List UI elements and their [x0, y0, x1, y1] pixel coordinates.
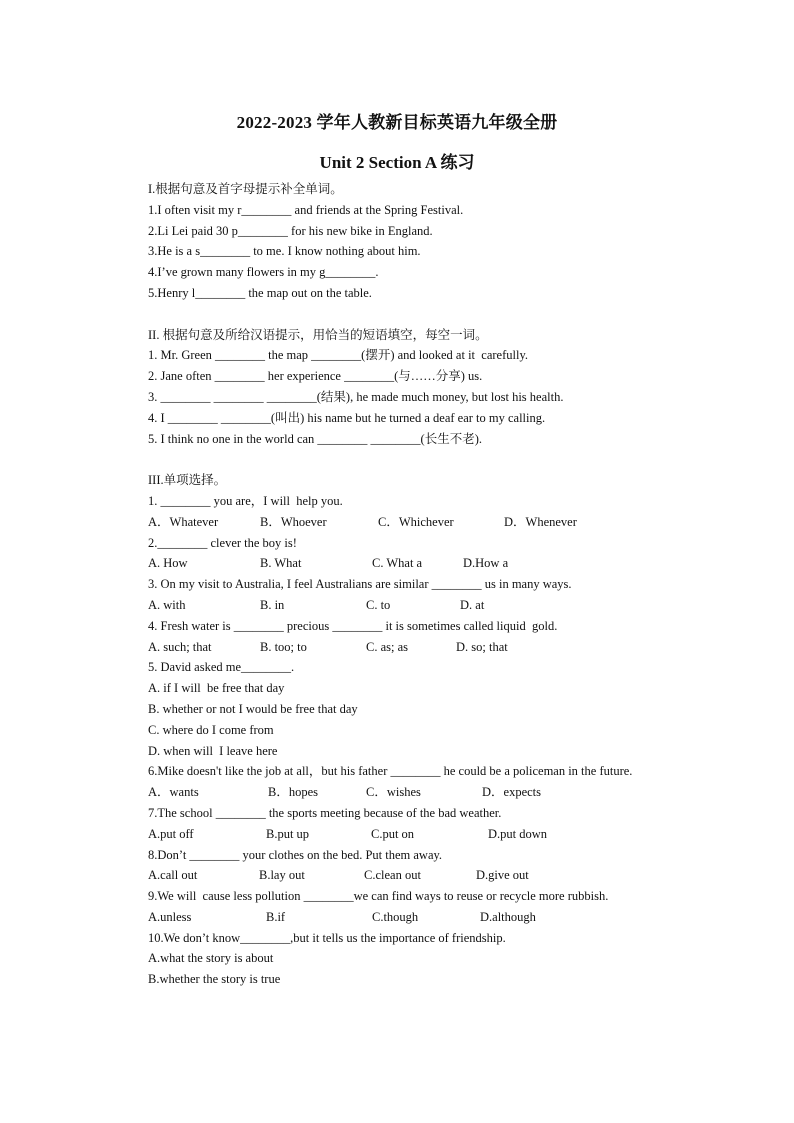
option: C. to	[366, 597, 391, 612]
exercise-item: 2. Jane often ________ her experience ________(与……分享) us.	[148, 369, 483, 384]
option: B.if	[266, 909, 286, 924]
option: D．expects	[482, 785, 542, 800]
spacer	[148, 304, 678, 325]
option-row	[148, 512, 678, 533]
option: A. if I will be free that day	[148, 681, 285, 696]
section-heading: III.单项选择。	[148, 473, 227, 488]
exercise-item: 4.I’ve grown many flowers in my g________.	[148, 265, 379, 280]
option: A.what the story is about	[148, 951, 274, 966]
option: D.although	[480, 909, 536, 924]
question-stem: 3. On my visit to Australia, I feel Australians are similar ________ us in many ways.	[148, 577, 572, 592]
exercise-item: 3.He is a s________ to me. I know nothing about him.	[148, 244, 421, 259]
option: B. too; to	[260, 639, 307, 654]
option: C. where do I come from	[148, 722, 274, 737]
document-subtitle: Unit 2 Section A 练习	[319, 153, 475, 172]
option: D.put down	[488, 826, 548, 841]
option: A. such; that	[148, 639, 212, 654]
option: B. in	[260, 597, 285, 612]
question-stem: 6.Mike doesn't like the job at all，but his father ________ he could be a policeman in the future.	[148, 764, 633, 779]
exercise-item: 5.Henry l________ the map out on the table.	[148, 285, 372, 300]
question-stem: 8.Don’t ________ your clothes on the bed. Put them away.	[148, 847, 443, 862]
option: B．Whoever	[260, 514, 327, 529]
option: B.lay out	[259, 868, 305, 883]
exercise-item: 1. Mr. Green ________ the map ________(摆开) and looked at it carefully.	[148, 348, 529, 363]
option: A.unless	[148, 909, 192, 924]
option: C．wishes	[366, 785, 421, 800]
option: A. How	[148, 556, 188, 571]
exercise-item: 2.Li Lei paid 30 p________ for his new bike in England.	[148, 223, 433, 238]
option-row	[148, 637, 678, 658]
option: A.call out	[148, 868, 198, 883]
option: C.though	[372, 909, 419, 924]
option: C. as; as	[366, 639, 409, 654]
option: A. with	[148, 597, 186, 612]
option: D. so; that	[456, 639, 508, 654]
question-stem: 10.We don’t know________,but it tells us the importance of friendship.	[148, 930, 506, 945]
exercise-item: 5. I think no one in the world can ________ ________(长生不老).	[148, 431, 482, 446]
option: C. What a	[372, 556, 423, 571]
option: B. What	[260, 556, 302, 571]
option-row	[148, 907, 678, 928]
option: D. at	[460, 597, 485, 612]
option: B．hopes	[268, 785, 319, 800]
option: B.put up	[266, 826, 310, 841]
option-row	[148, 824, 678, 845]
option: B.whether the story is true	[148, 972, 281, 987]
option: C．Whichever	[378, 514, 454, 529]
spacer	[148, 449, 678, 470]
option: A．Whatever	[148, 514, 219, 529]
question-stem: 9.We will cause less pollution ________we can find ways to reuse or recycle more rubbish.	[148, 889, 609, 904]
option-row	[148, 782, 678, 803]
question-stem: 7.The school ________ the sports meeting because of the bad weather.	[148, 805, 502, 820]
option: A．wants	[148, 785, 199, 800]
section-heading: II. 根据句意及所给汉语提示，用恰当的短语填空，每空一词。	[148, 327, 488, 342]
option: C.put on	[371, 826, 415, 841]
option: D.give out	[476, 868, 529, 883]
option: D. when will I leave here	[148, 743, 278, 758]
question-stem: 4. Fresh water is ________ precious ________ it is sometimes called liquid gold.	[148, 618, 558, 633]
option: D.How a	[463, 556, 509, 571]
option: D．Whenever	[504, 514, 577, 529]
question-stem: 1. ________ you are，I will help you.	[148, 493, 343, 508]
option-row	[148, 553, 678, 574]
question-stem: 2.________ clever the boy is!	[148, 535, 297, 550]
document-body	[148, 179, 678, 990]
option: B. whether or not I would be free that day	[148, 701, 358, 716]
option-row	[148, 865, 678, 886]
exercise-item: 3. ________ ________ ________(结果), he made much money, but lost his health.	[148, 389, 564, 404]
exercise-item: 4. I ________ ________(叫出) his name but he turned a deaf ear to my calling.	[148, 410, 546, 425]
document-title: 2022-2023 学年人教新目标英语九年级全册	[236, 113, 558, 132]
option: C.clean out	[364, 868, 421, 883]
section-heading: I.根据句意及首字母提示补全单词。	[148, 182, 343, 196]
option-row	[148, 595, 678, 616]
exercise-item: 1.I often visit my r________ and friends at the Spring Festival.	[148, 202, 464, 217]
question-stem: 5. David asked me________.	[148, 660, 295, 675]
option: A.put off	[148, 826, 194, 841]
